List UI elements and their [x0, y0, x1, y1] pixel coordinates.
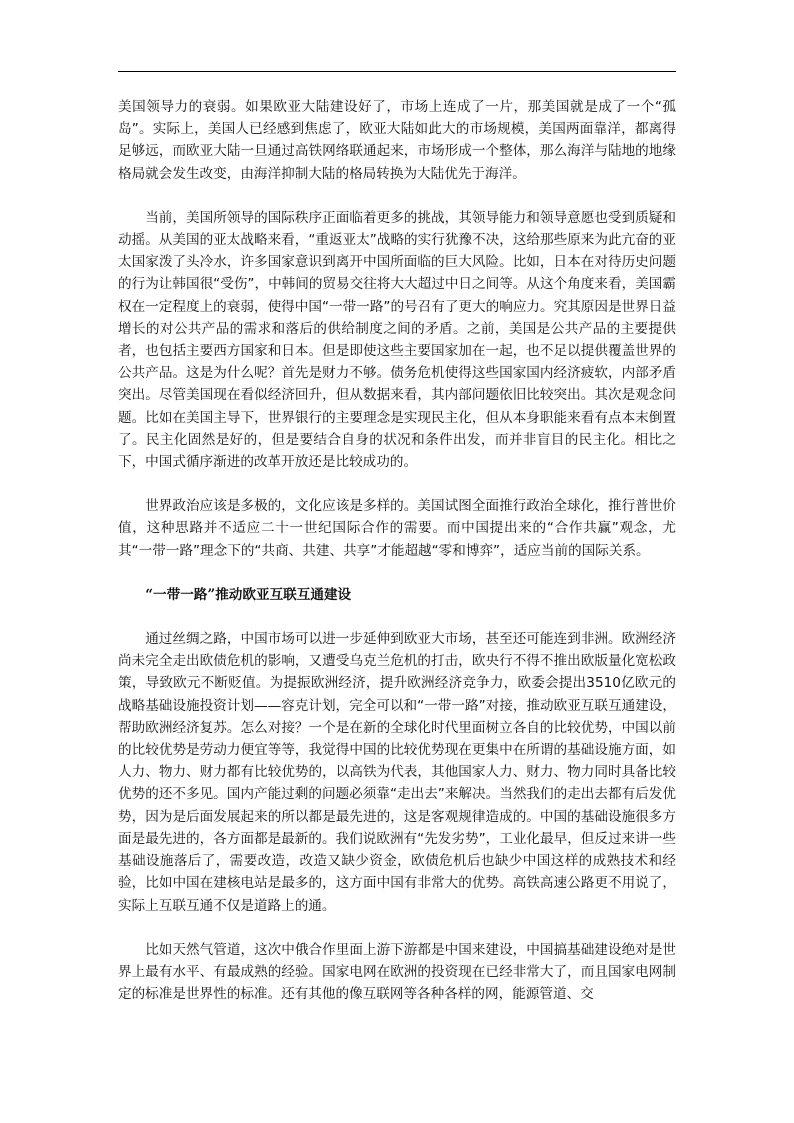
section-heading: “一带一路”推动欧亚互联互通建设	[145, 586, 352, 603]
paragraph: 世界政治应该是多极的，文化应该是多样的。美国试图全面推行政治全球化，推行普世价值，这种思路并不适应二十一世纪国际合作的需要。而中国提出来的“合作共赢”观念，尤其“一带一路”理念下的“共商、共建、共享”才能超越“零和博弈”，适应当前的国际关系。	[118, 498, 676, 559]
paragraph: 比如天然气管道，这次中俄合作里面上游下游都是中国来建设，中国搞基础建设绝对是世界上最有水平、有最成熟的经验。国家电网在欧洲的投资现在已经非常大了，而且国家电网制定的标准是世界性的标准。还有其他的像互联网等各种各样的网，能源管道、交	[118, 941, 676, 1003]
paragraph: 美国领导力的衰弱。如果欧亚大陆建设好了，市场上连成了一片，那美国就是成了一个“孤岛”。实际上，美国人已经感到焦虑了，欧亚大陆如此大的市场规模，美国两面靠洋，都离得足够远，而欧亚大陆一旦通过高铁网络联通起来，市场形成一个整体，那么海洋与陆地的地缘格局就会发生改变，由海洋抑制大陆的格局转换为大陆优先于海洋。	[118, 99, 676, 182]
header-rule	[118, 71, 676, 72]
document-body	[118, 96, 676, 1027]
paragraph: 当前，美国所领导的国际秩序正面临着更多的挑战，其领导能力和领导意愿也受到质疑和动摇。从美国的亚太战略来看，“重返亚太”战略的实行犹豫不决，这给那些原来为此亢奋的亚太国家泼了头冷水，许多国家意识到离开中国所面临的巨大风险。比如，日本在对待历史问题的行为让韩国很“受伤”，中韩间的贸易交往将大大超过中日之间等。从这个角度来看，美国霸权在一定程度上的衰弱，使得中国“一带一路”的号召有了更大的响应力。究其原因是世界日益增长的对公共产品的需求和落后的供给制度之间的矛盾。之前，美国是公共产品的主要提供者，也包括主要西方国家和日本。但是即使这些主要国家加在一起，也不足以提供覆盖世界的公共产品。这是为什么呢？首先是财力不够。债务危机使得这些国家国内经济疲软，内部矛盾突出。尽管美国现在看似经济回升，但从数据来看，其内部问题依旧比较突出。其次是观念问题。比如在美国主导下，世界银行的主要理念是实现民主化，但从本身职能来看有点本末倒置了。民主化固然是好的，但是要结合自身的状况和条件出发，而并非盲目的民主化。相比之下，中国式循序渐进的改革开放还是比较成功的。	[118, 209, 676, 471]
paragraph: 通过丝绸之路，中国市场可以进一步延伸到欧亚大市场，甚至还可能连到非洲。欧洲经济尚未完全走出欧债危机的影响，又遭受乌克兰危机的打击，欧央行不得不推出欧版量化宽松政策，导致欧元不断贬值。为提振欧洲经济，提升欧洲经济竞争力，欧委会提出3510亿欧元的战略基础设施投资计划——容克计划，完全可以和“一带一路”对接，推动欧亚互联互通建设，帮助欧洲经济复苏。怎么对接？一个是在新的全球化时代里面树立各自的比较优势，中国以前的比较优势是劳动力便宜等等，我觉得中国的比较优势现在更集中在所谓的基础设施方面，如人力、物力、财力都有比较优势的，以高铁为代表，其他国家人力、财力、物力同时具备比较优势的还不多见。国内产能过剩的问题必须靠“走出去”来解决。当然我们的走出去都有后发优势，因为是后面发展起来的所以都是最先进的，这是客观规律造成的。中国的基础设施很多方面是最先进的，各方面都是最新的。我们说欧洲有“先发劣势”，工业化最早，但反过来讲一些基础设施落后了，需要改造，改造又缺少资金，欧债危机后也缺少中国这样的成熟技术和经验，比如中国在建核电站是最多的，这方面中国有非常大的优势。高铁高速公路更不用说了，实际上互联互通不仅是道路上的通。	[118, 631, 676, 914]
